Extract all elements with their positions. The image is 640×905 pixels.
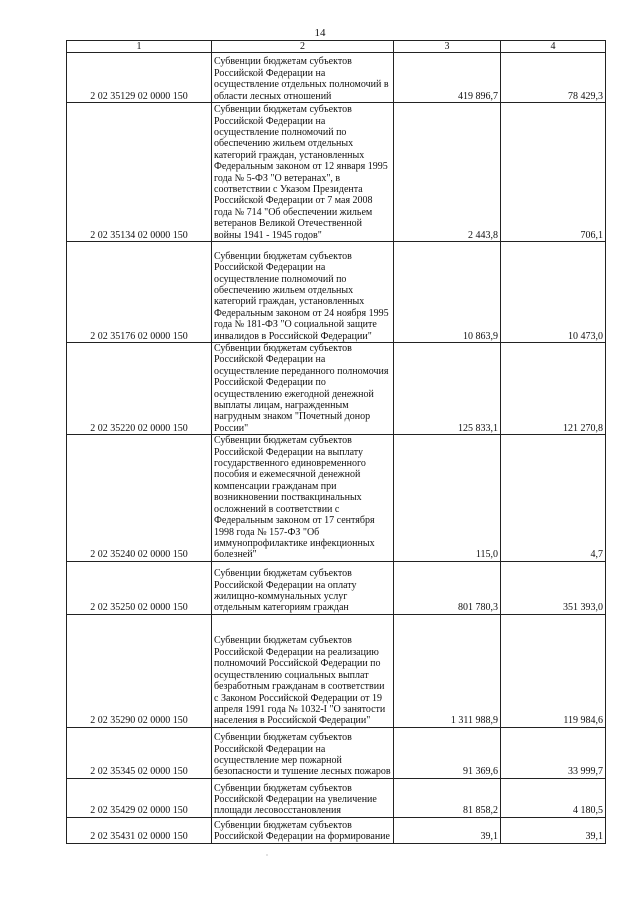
amount-col3-cell: 2 443,8	[394, 103, 501, 242]
table-body	[67, 53, 606, 844]
amount-col3-cell: 10 863,9	[394, 242, 501, 343]
description-cell: Субвенции бюджетам субъектов Российской Федерации на выплату государственного единовременного пособия и ежемесячной денежной компенсации гражданам при возникновении поствакцинальных осложнений в соответствии с Федеральным законом от 17 сентября 1998 года № 157-ФЗ "Об иммунопрофилактике инфекционных болезней"	[212, 435, 394, 561]
column-header-3: 3	[394, 41, 501, 53]
budget-code-cell: 2 02 35345 02 0000 150	[67, 727, 212, 778]
table-row	[67, 343, 606, 435]
amount-col3-cell: 81 858,2	[394, 778, 501, 817]
budget-code-cell: 2 02 35429 02 0000 150	[67, 778, 212, 817]
table-row	[67, 435, 606, 561]
amount-col4-cell: 121 270,8	[501, 343, 606, 435]
amount-col4-cell: 33 999,7	[501, 727, 606, 778]
page-number: 14	[314, 27, 326, 39]
table-header	[67, 41, 606, 53]
description-cell: Субвенции бюджетам субъектов Российской Федерации на осуществление отдельных полномочий в области лесных отношений	[212, 53, 394, 103]
budget-code-cell: 2 02 35176 02 0000 150	[67, 242, 212, 343]
description-cell: Субвенции бюджетам субъектов Российской Федерации на реализацию полномочий Российской Федерации по осуществлению социальных выплат безработным гражданам в соответствии с Законом Российской Федерации от 19 апреля 1991 года № 1032-I "О занятости населения в Российской Федерации"	[212, 614, 394, 727]
description-cell: Субвенции бюджетам субъектов Российской Федерации на осуществление полномочий по обеспечению жильем отдельных категорий граждан, установленных Федеральным законом от 12 января 1995 года № 5-ФЗ "О ветеранах", в соответствии с Указом Президента Российской Федерации от 7 мая 2008 года № 714 "Об обеспечении жильем ветеранов Великой Отечественной войны 1941 - 1945 годов"	[212, 103, 394, 242]
table-row	[67, 778, 606, 817]
amount-col4-cell: 706,1	[501, 103, 606, 242]
amount-col4-cell: 119 984,6	[501, 614, 606, 727]
column-header-2: 2	[212, 41, 394, 53]
column-header-1: 1	[67, 41, 212, 53]
description-cell: Субвенции бюджетам субъектов Российской Федерации на формирование	[212, 817, 394, 843]
scan-speck	[265, 853, 269, 857]
amount-col3-cell: 125 833,1	[394, 343, 501, 435]
amount-col4-cell: 10 473,0	[501, 242, 606, 343]
budget-code-cell: 2 02 35220 02 0000 150	[67, 343, 212, 435]
amount-col3-cell: 115,0	[394, 435, 501, 561]
table-row	[67, 614, 606, 727]
amount-col3-cell: 1 311 988,9	[394, 614, 501, 727]
amount-col4-cell: 4 180,5	[501, 778, 606, 817]
amount-col4-cell: 351 393,0	[501, 561, 606, 614]
column-header-4: 4	[501, 41, 606, 53]
description-cell: Субвенции бюджетам субъектов Российской Федерации на осуществление полномочий по обеспечению жильем отдельных категорий граждан, установленных Федеральным законом от 24 ноября 1995 года № 181-ФЗ "О социальной защите инвалидов в Российской Федерации"	[212, 242, 394, 343]
amount-col4-cell: 39,1	[501, 817, 606, 843]
header-row	[67, 41, 606, 53]
table-row	[67, 727, 606, 778]
description-cell: Субвенции бюджетам субъектов Российской Федерации на увеличение площади лесовосстановления	[212, 778, 394, 817]
budget-table	[66, 40, 606, 844]
description-cell: Субвенции бюджетам субъектов Российской Федерации на осуществление мер пожарной безопасности и тушение лесных пожаров	[212, 727, 394, 778]
amount-col3-cell: 39,1	[394, 817, 501, 843]
description-cell: Субвенции бюджетам субъектов Российской Федерации на осуществление переданного полномочия Российской Федерации по осуществлению ежегодной денежной выплаты лицам, награжденным нагрудным знаком "Почетный донор России"	[212, 343, 394, 435]
table-row	[67, 561, 606, 614]
amount-col4-cell: 78 429,3	[501, 53, 606, 103]
budget-code-cell: 2 02 35250 02 0000 150	[67, 561, 212, 614]
budget-code-cell: 2 02 35431 02 0000 150	[67, 817, 212, 843]
budget-code-cell: 2 02 35134 02 0000 150	[67, 103, 212, 242]
amount-col3-cell: 801 780,3	[394, 561, 501, 614]
budget-code-cell: 2 02 35290 02 0000 150	[67, 614, 212, 727]
table-row	[67, 242, 606, 343]
amount-col4-cell: 4,7	[501, 435, 606, 561]
budget-code-cell: 2 02 35240 02 0000 150	[67, 435, 212, 561]
table-row	[67, 53, 606, 103]
table-row	[67, 817, 606, 843]
description-cell: Субвенции бюджетам субъектов Российской Федерации на оплату жилищно-коммунальных услуг отдельным категориям граждан	[212, 561, 394, 614]
budget-code-cell: 2 02 35129 02 0000 150	[67, 53, 212, 103]
amount-col3-cell: 419 896,7	[394, 53, 501, 103]
amount-col3-cell: 91 369,6	[394, 727, 501, 778]
table-row	[67, 103, 606, 242]
